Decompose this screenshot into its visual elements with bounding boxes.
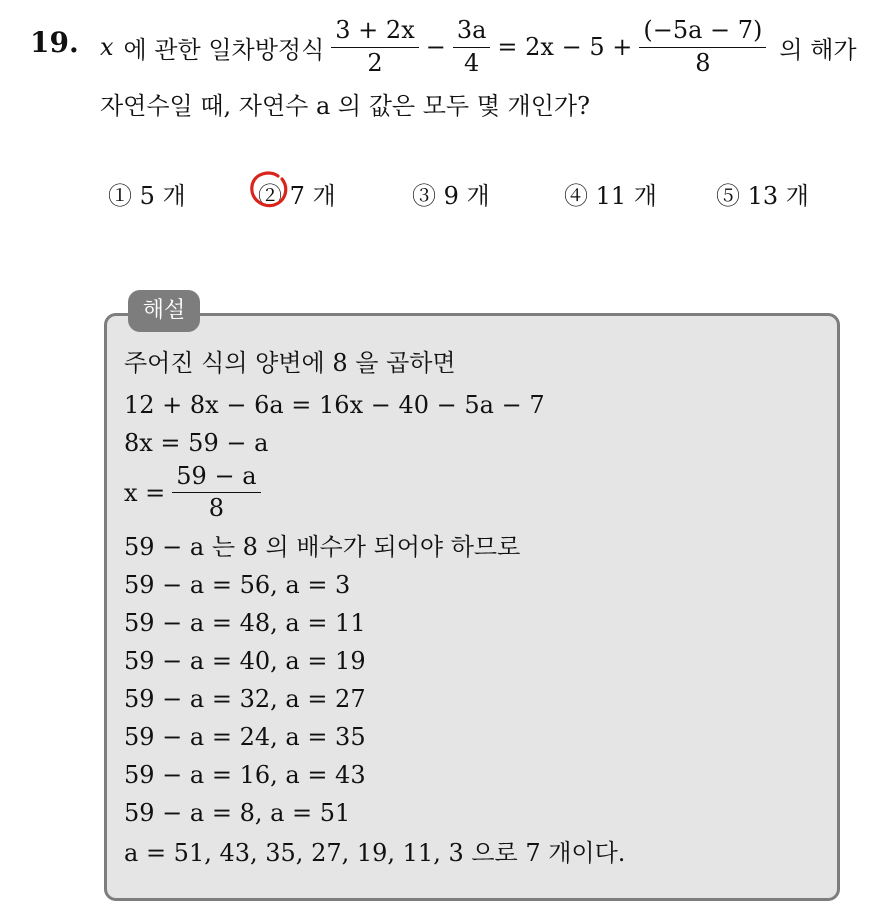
explanation-tab: 해설 bbox=[128, 290, 200, 332]
eq-3-lhs: x = bbox=[124, 478, 166, 507]
explanation-case: 59 − a = 48, a = 11 bbox=[124, 609, 366, 637]
question-text-b: 의 해가 bbox=[779, 35, 857, 64]
fraction-2-denominator: 4 bbox=[463, 48, 480, 77]
answer-circle-icon bbox=[248, 170, 292, 210]
explanation-condition: 59 − a 는 8 의 배수가 되어야 하므로 bbox=[124, 533, 521, 561]
choice-4[interactable]: ④ 11 개 bbox=[564, 182, 657, 210]
question-line-1 bbox=[100, 14, 857, 80]
fraction-1 bbox=[331, 18, 418, 75]
explanation-case: 59 − a = 32, a = 27 bbox=[124, 685, 366, 713]
explanation-eq-1: 12 + 8x − 6a = 16x − 40 − 5a − 7 bbox=[124, 391, 545, 419]
choice-5[interactable]: ⑤ 13 개 bbox=[716, 182, 809, 210]
explanation-conclusion: a = 51, 43, 35, 27, 19, 11, 3 으로 7 개이다. bbox=[124, 839, 626, 867]
question-line-2: 자연수일 때, 자연수 a 의 값은 모두 몇 개인가? bbox=[100, 92, 590, 120]
explanation-case: 59 − a = 40, a = 19 bbox=[124, 647, 366, 675]
explanation-eq-3 bbox=[124, 464, 268, 521]
fraction-1-denominator: 2 bbox=[367, 48, 383, 77]
explanation-case: 59 − a = 8, a = 51 bbox=[124, 799, 351, 827]
fraction-1-numerator: 3 + 2x bbox=[331, 18, 418, 47]
explanation-case: 59 − a = 56, a = 3 bbox=[124, 571, 351, 599]
explanation-case: 59 − a = 24, a = 35 bbox=[124, 723, 366, 751]
question-number: 19. bbox=[30, 26, 79, 59]
fraction-2 bbox=[453, 18, 491, 75]
eq-3-fraction bbox=[172, 464, 260, 521]
fraction-2-numerator: 3a bbox=[453, 18, 491, 47]
eq-3-denominator: 8 bbox=[208, 494, 225, 523]
explanation-intro: 주어진 식의 양변에 8 을 곱하면 bbox=[124, 349, 456, 377]
fraction-3-denominator: 8 bbox=[695, 48, 711, 77]
question-text-a: 에 관한 일차방정식 bbox=[123, 35, 325, 64]
equation-middle: = 2x − 5 + bbox=[497, 33, 633, 61]
explanation-eq-2: 8x = 59 − a bbox=[124, 429, 269, 457]
explanation-case: 59 − a = 16, a = 43 bbox=[124, 761, 366, 789]
eq-3-numerator: 59 − a bbox=[172, 464, 260, 493]
choice-2[interactable]: ② 7 개 bbox=[258, 182, 336, 210]
choice-3[interactable]: ③ 9 개 bbox=[412, 182, 490, 210]
minus-sign: − bbox=[425, 33, 446, 61]
fraction-3-numerator: (−5a − 7) bbox=[639, 18, 766, 47]
fraction-3 bbox=[639, 18, 766, 75]
choice-1[interactable]: ① 5 개 bbox=[108, 182, 186, 210]
variable-x: x bbox=[100, 33, 114, 61]
